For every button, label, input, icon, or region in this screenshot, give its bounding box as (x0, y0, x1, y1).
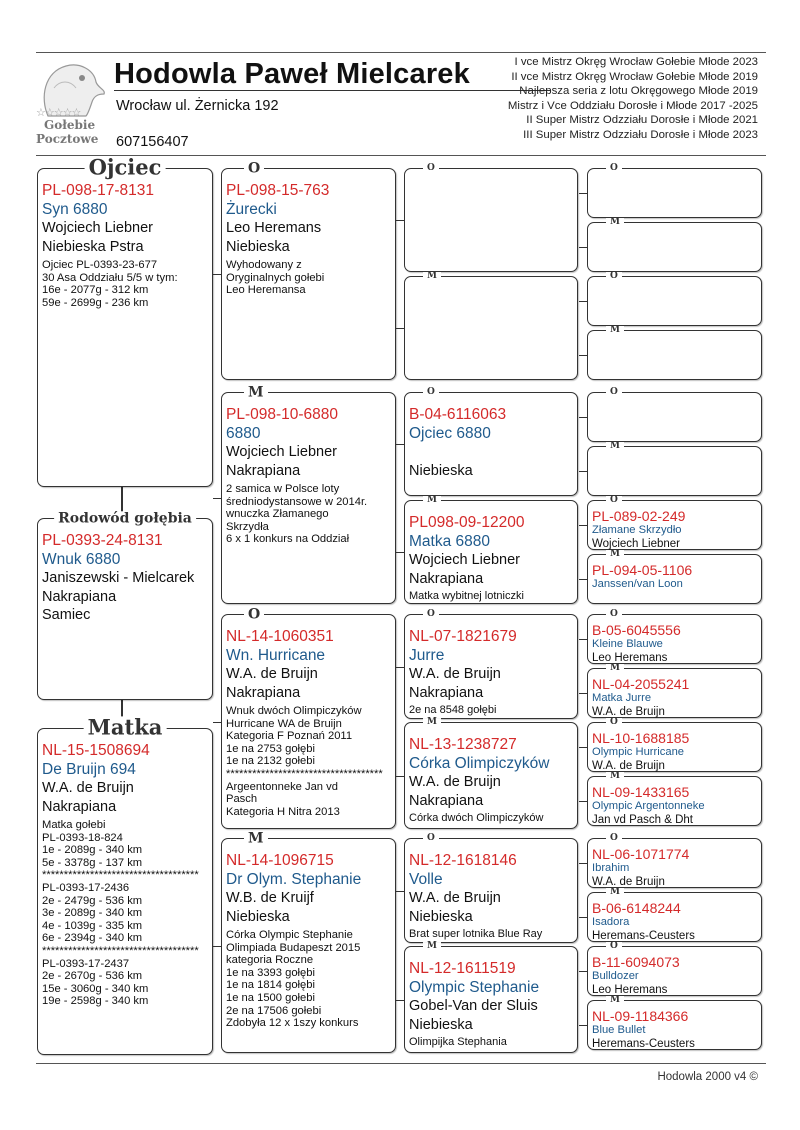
connector (579, 747, 587, 748)
note-line: średniodystansowe w 2014r. (226, 495, 368, 508)
connector (579, 579, 587, 580)
card-content (592, 900, 758, 943)
parent-label: M (606, 888, 624, 897)
note-line: 2e na 17506 gołebi (226, 1004, 322, 1017)
breeder: W.A. de Bruijn (226, 666, 318, 682)
parent-label: O (423, 834, 439, 843)
notes (226, 705, 392, 818)
note-line: 15e - 3060g - 340 km (42, 982, 149, 995)
note-line: ************************************ (42, 944, 199, 957)
ring-number: PL098-09-12200 (409, 514, 525, 531)
connector (579, 917, 587, 918)
note-line: kategoria Roczne (226, 954, 314, 967)
gen3-card (404, 387, 578, 496)
pigeon-name: Kleine Blauwe (592, 638, 663, 650)
plumage-color: Nakrapiana (409, 792, 484, 809)
card-content (592, 954, 758, 997)
award: Mistrz i Vce Oddziału Dorosłe i Młode 2017 -2025 (507, 99, 758, 112)
ring-number: B-05-6045556 (592, 622, 681, 638)
connector (213, 274, 221, 275)
card-content (409, 513, 574, 603)
connector (579, 639, 587, 640)
pigeon-name: Olympic Stephanie (409, 979, 540, 996)
ring-number: NL-12-1618146 (409, 852, 517, 869)
pigeon-name: Blue Bullet (592, 1024, 646, 1036)
note-line: Matka gołebi (42, 819, 106, 831)
gen4-card (587, 387, 762, 442)
ring-number: NL-04-2055241 (592, 676, 690, 692)
breeder: Leo Heremans (226, 220, 322, 236)
breeder (592, 591, 758, 605)
connector (579, 971, 587, 972)
card-content (592, 676, 758, 719)
pigeon-name: Ojciec 6880 (409, 425, 491, 442)
note-line: ************************************ (226, 767, 383, 780)
gen4-card (587, 663, 762, 718)
ring-number: NL-14-1060351 (226, 628, 334, 645)
pigeon-name: Janssen/van Loon (592, 578, 683, 590)
notes (226, 929, 392, 1030)
pigeon-name: Syn 6880 (42, 201, 108, 218)
phone: 607156407 (116, 134, 189, 150)
plumage-color: Nakrapiana (409, 684, 484, 701)
logo-stars: ☆☆☆☆☆ (36, 107, 81, 119)
note-line: Zdobyła 12 x 1szy konkurs (226, 1017, 359, 1030)
parent-label: Matka (84, 716, 167, 737)
parent-label: O (244, 607, 264, 621)
plumage-color: Nakrapiana (226, 462, 301, 479)
note-line: 6e - 2394g - 340 km (42, 932, 143, 945)
card-content (409, 959, 574, 1049)
card-content (42, 531, 209, 625)
ring-number: NL-09-1184366 (592, 1008, 689, 1024)
breeder: Gobel-Van der Sluis (409, 998, 538, 1014)
notes (409, 812, 574, 825)
notes (42, 819, 209, 1008)
award: Najlepsza seria z lotu Okręgowego Młode 2019 (519, 85, 758, 98)
gen4-card (587, 609, 762, 664)
plumage-color: Nakrapiana (409, 570, 484, 587)
notes (42, 259, 209, 309)
breeder: W.A. de Bruijn (409, 666, 501, 682)
breeder: W.A. de Bruijn (409, 890, 501, 906)
ring-number: NL-10-1688185 (592, 730, 690, 746)
ring-number: NL-12-1611519 (409, 960, 516, 977)
card-content (592, 784, 758, 827)
pigeon-name: Olympic Argentonneke (592, 800, 705, 812)
gen3-card (404, 609, 578, 719)
connector (396, 776, 404, 777)
gen4-card (587, 217, 762, 272)
ring-number: PL-089-02-249 (592, 508, 686, 524)
parent-label: Rodowód gołębia (54, 511, 196, 525)
pigeon-name: Wn. Hurricane (226, 647, 326, 664)
gen4-card (587, 163, 762, 218)
ring-number: B-04-6116063 (409, 406, 507, 423)
connector (213, 946, 221, 947)
parent-label: M (423, 942, 441, 951)
award: II Super Mistrz Odzziału Dorosłe i Młode 2021 (526, 114, 758, 127)
breeder (409, 443, 574, 462)
parent-label: Ojciec (85, 156, 166, 177)
parent-label: O (244, 161, 264, 175)
note-line: 1e na 1500 gołebi (226, 991, 315, 1004)
parent-label: M (606, 996, 624, 1005)
note-line: Olimpiada Budapeszt 2015 (226, 941, 361, 954)
note-line: Wnuk dwóch Olimpiczyków (226, 705, 362, 717)
note-line: 2e - 2479g - 536 km (42, 894, 143, 907)
breeder: Heremans-Ceusters (592, 1038, 695, 1050)
connector (213, 722, 221, 723)
connector (396, 891, 404, 892)
gen4-card (587, 833, 762, 888)
pigeon-name: Bulldozer (592, 970, 639, 982)
breeder: Wojciech Liebner (409, 552, 520, 568)
address: Wrocław ul. Żernicka 192 (116, 98, 279, 114)
connector (396, 667, 404, 668)
gen4-card (587, 271, 762, 326)
note-line: Leo Heremansa (226, 284, 306, 297)
top-rule (36, 52, 766, 53)
gen2-card (221, 384, 396, 604)
breeder: Wojciech Liebner (42, 220, 153, 236)
gen3-card (404, 833, 578, 943)
pigeon-name: Ibrahim (592, 862, 630, 874)
connector (213, 498, 221, 499)
ring-number: NL-09-1433165 (592, 784, 690, 800)
parent-label: M (244, 831, 268, 845)
notes (226, 483, 392, 546)
note-line: wnuczka Złamanego (226, 508, 329, 521)
note-line: Argeentonneke Jan vd (226, 780, 338, 793)
gen4-card (587, 771, 762, 826)
plumage-color: Niebieska Pstra (42, 238, 144, 255)
card-content (409, 405, 574, 480)
note-line: 3e - 2089g - 340 km (42, 907, 143, 920)
pigeon-logo (36, 58, 108, 150)
note-line: 2e - 2670g - 536 km (42, 970, 143, 983)
gen3-card (404, 271, 578, 380)
card-content (42, 181, 209, 309)
ring-number: PL-098-10-6880 (226, 406, 339, 423)
note-line: PL-0393-17-2436 (42, 881, 130, 894)
breeder: Heremans-Ceusters (592, 930, 695, 942)
connector (579, 525, 587, 526)
parent-label: M (423, 718, 441, 727)
pigeon-name: Wnuk 6880 (42, 551, 121, 568)
gen4-card (587, 441, 762, 496)
parent-label: O (606, 388, 622, 397)
parent-label: M (606, 218, 624, 227)
pigeon-name: Złamane Skrzydło (592, 524, 682, 536)
logo-text-2: Pocztowe (36, 132, 99, 146)
breeder: Leo Heremans (592, 652, 668, 664)
note-line: PL-0393-18-824 (42, 831, 123, 844)
pigeon-name: Isadora (592, 916, 630, 928)
gen4-card (587, 995, 762, 1050)
footer-rule (36, 1063, 766, 1064)
mother-card (37, 714, 213, 1055)
gen3-card (404, 163, 578, 272)
notes (409, 1036, 574, 1049)
notes (226, 259, 392, 297)
parent-label: M (606, 664, 624, 673)
gen4-card (587, 941, 762, 996)
note-line: Wyhodowany z (226, 259, 302, 271)
parent-label: M (606, 442, 624, 451)
plumage-color: Niebieska (409, 1016, 473, 1033)
breeder: Leo Heremans (592, 984, 668, 996)
ring-number: PL-098-17-8131 (42, 182, 155, 199)
note-line: 1e na 2753 gołębi (226, 742, 315, 755)
parent-label: O (606, 834, 622, 843)
connector (396, 328, 404, 329)
note-line: 2e na 8548 gołębi (409, 704, 497, 716)
gen2-card (221, 160, 396, 380)
breeder: Janiszewski - Mielcarek (42, 570, 195, 586)
connector (579, 693, 587, 694)
card-content (409, 627, 574, 717)
gen4-card (587, 325, 762, 380)
title-underline (114, 90, 550, 91)
ring-number: NL-13-1238727 (409, 736, 517, 753)
plumage-color: Niebieska (226, 908, 290, 925)
pigeon-name: 6880 (226, 425, 261, 442)
plumage-color: Niebieska (226, 238, 290, 255)
breeder: W.B. de Kruijf (226, 890, 314, 906)
parent-label: M (606, 772, 624, 781)
note-line: 59e - 2699g - 236 km (42, 296, 149, 309)
note-line: Córka dwóch Olimpiczyków (409, 812, 544, 824)
note-line: 16e - 2077g - 312 km (42, 284, 149, 297)
card-content (409, 851, 574, 941)
parent-label: O (606, 496, 622, 505)
parent-label: O (423, 388, 439, 397)
notes (409, 928, 574, 941)
ring-number: NL-07-1821679 (409, 628, 517, 645)
breeder: W.A. de Bruijn (592, 760, 665, 772)
plumage-color: Niebieska (409, 908, 473, 925)
father-card (37, 154, 213, 487)
card-content (592, 730, 758, 773)
card-content (226, 851, 392, 1030)
card-content (592, 846, 758, 889)
note-line: Skrzydła (226, 520, 269, 533)
plumage-color: Nakrapiana (226, 684, 301, 701)
connector (579, 1025, 587, 1026)
note-line: 4e - 1039g - 335 km (42, 919, 143, 932)
breeder: W.A. de Bruijn (42, 780, 134, 796)
card-content (226, 405, 392, 546)
connector (579, 471, 587, 472)
parent-label: O (606, 164, 622, 173)
connector (579, 417, 587, 418)
gen3-card (404, 495, 578, 604)
card-content (42, 741, 209, 1008)
connector (579, 193, 587, 194)
footer-text: Hodowla 2000 v4 © (657, 1071, 758, 1083)
pigeon-name: Matka 6880 (409, 533, 490, 550)
note-line: Kategoria H Nitra 2013 (226, 805, 340, 818)
ring-number: PL-094-05-1106 (592, 562, 693, 578)
pigeon-name: Olympic Hurricane (592, 746, 685, 758)
parent-label: O (606, 610, 622, 619)
note-line: 5e - 3378g - 137 km (42, 856, 143, 869)
note-line: Córka Olympic Stephanie (226, 929, 353, 941)
card-content (592, 622, 758, 665)
note-line: 19e - 2598g - 340 km (42, 995, 149, 1008)
parent-label: M (423, 496, 441, 505)
card-content (592, 562, 758, 605)
parent-label: O (606, 718, 622, 727)
note-line: ************************************ (42, 869, 199, 882)
gen3-card (404, 941, 578, 1053)
card-content (226, 627, 392, 818)
connector (579, 863, 587, 864)
ring-number: B-06-6148244 (592, 900, 681, 916)
note-line: Brat super lotnika Blue Ray (409, 928, 543, 940)
note-line: Kategoria F Poznań 2011 (226, 730, 353, 743)
note-line: 1e - 2089g - 340 km (42, 844, 143, 857)
ring-number: NL-15-1508694 (42, 742, 150, 759)
breeder: Wojciech Liebner (226, 444, 337, 460)
plumage-color: Nakrapiana (42, 798, 117, 815)
pigeon-name: Córka Olimpiczyków (409, 755, 550, 772)
note-line: Pasch (226, 793, 258, 806)
note-line: Ojciec PL-0393-23-677 (42, 259, 158, 271)
connector (396, 220, 404, 221)
note-line: 6 x 1 konkurs na Oddział (226, 533, 350, 546)
pigeon-name: Matka Jurre (592, 692, 652, 704)
award: II vce Mistrz Okręg Wrocław Gołebie Młode 2019 (511, 70, 758, 83)
connector (579, 801, 587, 802)
gen3-card (404, 717, 578, 829)
card-content (226, 181, 392, 297)
connector (396, 552, 404, 553)
card-content (592, 1008, 758, 1051)
gen4-card (587, 495, 762, 550)
gen2-card (221, 830, 396, 1053)
note-line: PL-0393-17-2437 (42, 957, 130, 970)
ring-number: B-11-6094073 (592, 954, 680, 970)
pigeon-name: De Bruijn 694 (42, 761, 136, 778)
connector (396, 1000, 404, 1001)
gen4-card (587, 549, 762, 604)
connector (579, 247, 587, 248)
pigeon-name: Jurre (409, 647, 445, 664)
awards-list (508, 55, 758, 143)
plumage-color: Nakrapiana (42, 588, 117, 605)
note-line: Hurricane WA de Bruijn (226, 717, 342, 730)
sex: Samiec (42, 607, 91, 623)
parent-label: M (244, 385, 268, 399)
breeder: Wojciech Liebner (592, 538, 681, 550)
breeder: W.A. de Bruijn (409, 774, 501, 790)
subject-card (37, 510, 213, 700)
note-line: 2 samica w Polsce loty (226, 483, 340, 495)
page-title: Hodowla Paweł Mielcarek (114, 58, 470, 90)
note-line: 1e na 3393 gołębi (226, 966, 315, 979)
note-line: 1e na 2132 gołebi (226, 755, 315, 768)
parent-label: O (423, 164, 439, 173)
ring-number: NL-06-1071774 (592, 846, 690, 862)
parent-label: O (606, 942, 622, 951)
breeder: Jan vd Pasch & Dht (592, 814, 693, 826)
note-line: Oryginalnych gołebi (226, 271, 325, 284)
note-line: 1e na 1814 gołębi (226, 979, 315, 992)
gen4-card (587, 717, 762, 772)
pigeon-name: Dr Olym. Stephanie (226, 871, 362, 888)
notes (409, 590, 574, 603)
ring-number: NL-14-1096715 (226, 852, 334, 869)
connector (579, 355, 587, 356)
pigeon-name: Volle (409, 871, 443, 888)
note-line: 30 Asa Oddziału 5/5 w tym: (42, 271, 178, 284)
parent-label: M (606, 326, 624, 335)
parent-label: O (423, 610, 439, 619)
notes (409, 704, 574, 717)
breeder: W.A. de Bruijn (592, 706, 665, 718)
logo-text-1: Gołebie (44, 118, 96, 132)
parent-label: M (606, 550, 624, 559)
ring-number: PL-0393-24-8131 (42, 532, 163, 549)
card-content (409, 735, 574, 825)
award: I vce Mistrz Okręg Wrocław Gołebie Młode 2023 (514, 56, 758, 68)
gen2-card (221, 606, 396, 829)
plumage-color: Niebieska (409, 462, 473, 479)
connector (579, 301, 587, 302)
breeder: W.A. de Bruijn (592, 876, 665, 888)
award: III Super Mistrz Odzziału Dorosłe i Młode 2023 (523, 128, 758, 141)
card-content (592, 508, 758, 551)
ring-number: PL-098-15-763 (226, 182, 330, 199)
parent-label: M (423, 272, 441, 281)
note-line: Olimpijka Stephania (409, 1036, 507, 1048)
connector (396, 444, 404, 445)
gen4-card (587, 887, 762, 942)
parent-label: O (606, 272, 622, 281)
note-line: Matka wybitnej lotniczki (409, 590, 524, 602)
pigeon-name: Żurecki (226, 201, 277, 218)
